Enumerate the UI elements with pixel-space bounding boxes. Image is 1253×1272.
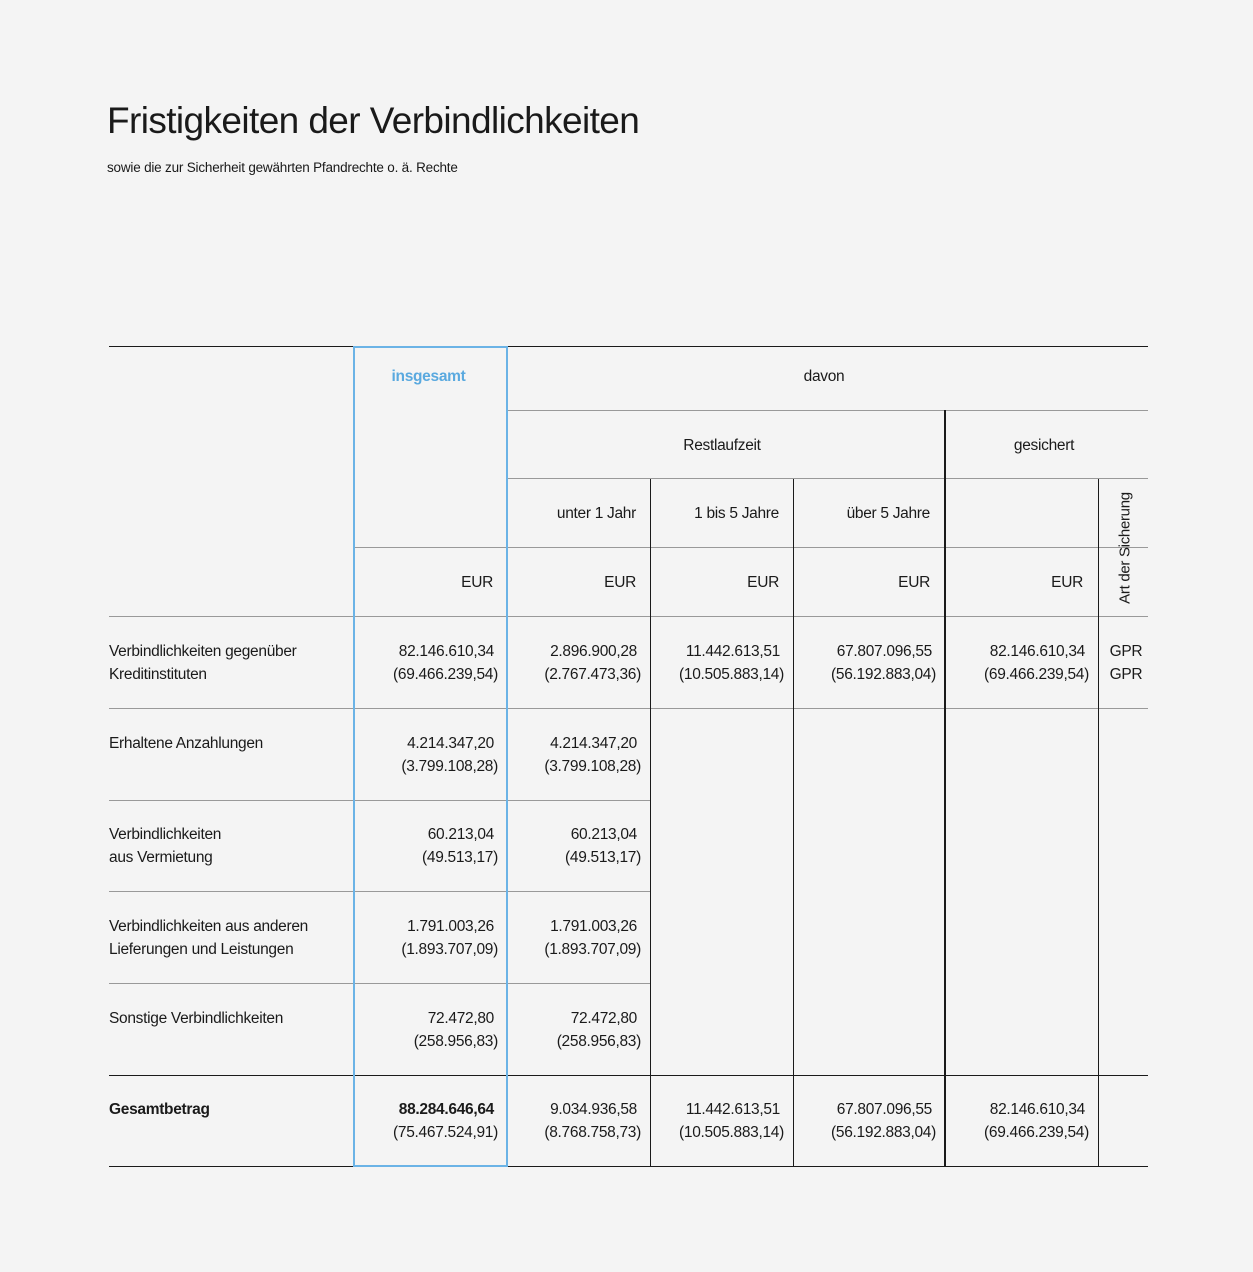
- col-rule-art: [1098, 479, 1099, 1166]
- page-subtitle: sowie die zur Sicherheit gewährten Pfandrechte o. ä. Rechte: [107, 160, 458, 175]
- header-restlaufzeit: Restlaufzeit: [683, 437, 761, 454]
- col-rule-gesichert: [944, 410, 946, 1166]
- total-top-rule: [109, 1075, 1148, 1076]
- header-1-bis-5-jahre: 1 bis 5 Jahre: [694, 505, 779, 522]
- page-title: Fristigkeiten der Verbindlichkeiten: [107, 100, 640, 141]
- cell-unter-1-jahr: 4.214.347,20: [550, 735, 637, 752]
- cell-art: GPR: [1109, 643, 1143, 660]
- eur-insgesamt: EUR: [461, 574, 493, 591]
- top-rule: [109, 346, 1148, 347]
- eur-1-bis-5-jahre: EUR: [747, 574, 779, 591]
- total-ueber-5-jahre: 67.807.096,55: [836, 1101, 932, 1118]
- total-unter-1-jahr: 9.034.936,58: [550, 1101, 637, 1118]
- eur-ueber-5-jahre: EUR: [898, 574, 930, 591]
- row-label: Verbindlichkeiten gegenüber: [109, 643, 297, 660]
- total-unter-1-jahr-prev: (8.768.758,73): [544, 1124, 641, 1141]
- cell-insgesamt-prev: (49.513,17): [422, 849, 498, 866]
- davon-rule: [508, 410, 1148, 411]
- row-label: Verbindlichkeiten: [109, 826, 222, 843]
- row-label: Kreditinstituten: [109, 666, 207, 683]
- cell-insgesamt: 60.213,04: [427, 826, 494, 843]
- cell-unter-1-jahr-prev: (2.767.473,36): [544, 666, 641, 683]
- row-label: Verbindlichkeiten aus anderen: [109, 918, 308, 935]
- cell-insgesamt-prev: (3.799.108,28): [401, 758, 498, 775]
- cell-insgesamt: 1.791.003,26: [407, 918, 494, 935]
- cell-insgesamt-prev: (1.893.707,09): [401, 941, 498, 958]
- cell-art-prev: GPR: [1109, 666, 1143, 683]
- cell-1-bis-5-jahre: 11.442.613,51: [685, 643, 780, 660]
- cell-ueber-5-jahre-prev: (56.192.883,04): [831, 666, 936, 683]
- row-rule-1: [109, 708, 1148, 709]
- eur-unter-1-jahr: EUR: [604, 574, 636, 591]
- row-label: aus Vermietung: [109, 849, 213, 866]
- total-1-bis-5-jahre-prev: (10.505.883,14): [679, 1124, 784, 1141]
- header-unter-1-jahr: unter 1 Jahr: [556, 505, 636, 522]
- row-label: Sonstige Verbindlichkeiten: [109, 1010, 284, 1027]
- cell-unter-1-jahr-prev: (258.956,83): [556, 1033, 641, 1050]
- total-gesichert: 82.146.610,34: [989, 1101, 1085, 1118]
- cell-ueber-5-jahre: 67.807.096,55: [836, 643, 932, 660]
- header-gesichert: gesichert: [1013, 437, 1075, 454]
- restlaufzeit-rule: [508, 478, 1148, 479]
- total-insgesamt-prev: (75.467.524,91): [393, 1124, 498, 1141]
- header-insgesamt: insgesamt: [391, 368, 466, 385]
- cell-insgesamt: 72.472,80: [427, 1010, 494, 1027]
- cell-gesichert-prev: (69.466.239,54): [984, 666, 1089, 683]
- cell-unter-1-jahr: 1.791.003,26: [550, 918, 637, 935]
- header-ueber-5-jahre: über 5 Jahre: [846, 505, 930, 522]
- header-davon: davon: [803, 368, 845, 385]
- cell-gesichert: 82.146.610,34: [989, 643, 1085, 660]
- header-art-der-sicherung: Art der Sicherung: [1116, 492, 1134, 604]
- cell-insgesamt: 4.214.347,20: [407, 735, 494, 752]
- header-bottom-rule: [109, 616, 1148, 617]
- cell-unter-1-jahr-prev: (49.513,17): [565, 849, 641, 866]
- total-insgesamt: 88.284.646,64: [398, 1101, 494, 1118]
- total-gesichert-prev: (69.466.239,54): [984, 1124, 1089, 1141]
- cell-insgesamt-prev: (69.466.239,54): [393, 666, 498, 683]
- row-label: Lieferungen und Leistungen: [109, 941, 294, 958]
- eur-gesichert: EUR: [1051, 574, 1083, 591]
- cell-unter-1-jahr: 60.213,04: [570, 826, 637, 843]
- row-label: Erhaltene Anzahlungen: [109, 735, 263, 752]
- cell-unter-1-jahr: 72.472,80: [570, 1010, 637, 1027]
- cell-unter-1-jahr-prev: (1.893.707,09): [544, 941, 641, 958]
- cell-insgesamt-prev: (258.956,83): [413, 1033, 498, 1050]
- total-1-bis-5-jahre: 11.442.613,51: [685, 1101, 780, 1118]
- cell-insgesamt: 82.146.610,34: [398, 643, 494, 660]
- total-label: Gesamtbetrag: [109, 1101, 210, 1118]
- total-ueber-5-jahre-prev: (56.192.883,04): [831, 1124, 936, 1141]
- cell-unter-1-jahr-prev: (3.799.108,28): [544, 758, 641, 775]
- total-bottom-rule: [109, 1166, 1148, 1167]
- cell-unter-1-jahr: 2.896.900,28: [550, 643, 637, 660]
- cell-1-bis-5-jahre-prev: (10.505.883,14): [679, 666, 784, 683]
